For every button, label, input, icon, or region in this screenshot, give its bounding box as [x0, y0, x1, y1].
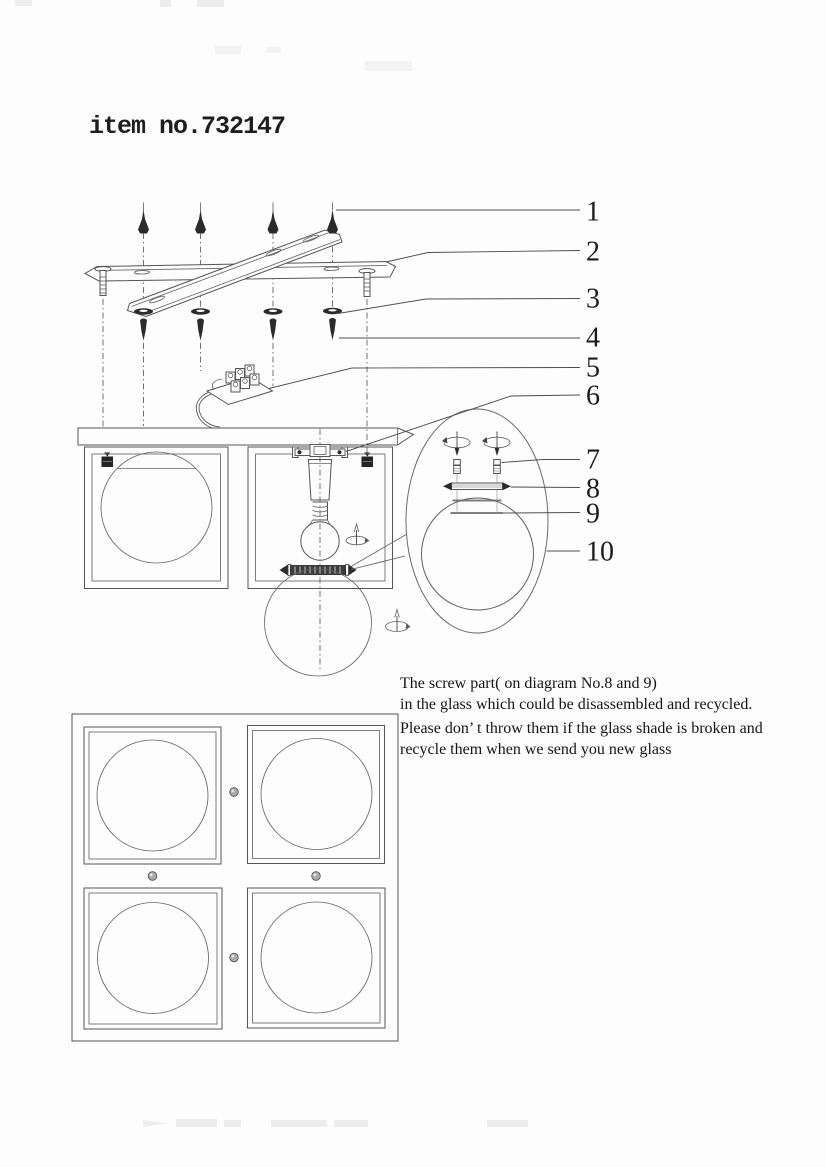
- mounting-clip-left: [102, 453, 114, 468]
- leader-line-9: [503, 513, 580, 514]
- note-line: in the glass which could be disassembled and recycled.: [400, 695, 753, 713]
- recycle-note: [400, 674, 810, 760]
- terminal-block: [198, 365, 273, 428]
- note-line: Please don’ t throw them if the glass shade is broken and: [400, 720, 763, 737]
- wall-plug: [195, 203, 206, 234]
- washer: [191, 308, 210, 314]
- shade-frame-left: [85, 447, 229, 589]
- detail-retainer-bar: [443, 482, 511, 490]
- shade-cell-bottom-left: [84, 888, 222, 1029]
- page-title: item no.732147: [89, 112, 286, 141]
- screw-dot: [230, 953, 239, 962]
- detail-view: [406, 409, 548, 633]
- wall-plug: [327, 203, 338, 234]
- washer: [264, 308, 283, 314]
- screw-dot: [312, 872, 321, 881]
- leader-line-2: [386, 251, 580, 263]
- screw-dot: [148, 872, 157, 881]
- note-line: The screw part( on diagram No.8 and 9): [400, 675, 657, 692]
- washer: [134, 308, 153, 314]
- part-label-8: 8: [586, 473, 600, 505]
- thumbscrew-lower: [386, 610, 411, 632]
- detail-connector-line: [351, 534, 407, 567]
- part-label-5: 5: [586, 352, 600, 384]
- ceiling-canopy: [78, 428, 414, 445]
- bottom-view: [72, 714, 398, 1041]
- mounting-screw: [140, 319, 147, 341]
- detail-neck-rings: [451, 501, 504, 514]
- note-line: recycle them when we send you new glass: [400, 740, 672, 758]
- leader-line-8: [511, 487, 580, 488]
- part-label-1: 1: [586, 196, 600, 228]
- part-label-9: 9: [586, 498, 600, 530]
- mounting-clip-right: [362, 453, 374, 468]
- shade-cell-bottom-right: [248, 888, 386, 1028]
- hanging-bolt-left: [95, 267, 111, 427]
- mounting-screw: [329, 318, 336, 340]
- leader-line-5: [269, 368, 580, 389]
- part-label-7: 7: [586, 444, 600, 476]
- mounting-screw: [270, 319, 277, 341]
- wall-plug: [268, 203, 279, 234]
- leader-line-7: [502, 460, 581, 463]
- leader-line-3: [338, 299, 580, 314]
- screw-dot: [230, 788, 239, 797]
- part-label-2: 2: [586, 236, 600, 268]
- part-label-3: 3: [586, 283, 600, 315]
- detail-glass-shade: [422, 498, 534, 610]
- part-label-4: 4: [586, 322, 600, 354]
- shade-cell-top-left: [84, 727, 221, 864]
- mounting-screw: [197, 319, 204, 341]
- part-labels: [586, 197, 614, 568]
- glass-shade-right: [265, 569, 372, 676]
- hanging-bolt-right: [359, 269, 375, 297]
- part-label-6: 6: [586, 380, 600, 412]
- detail-view-ellipse: [406, 409, 548, 633]
- wall-plug: [138, 203, 149, 234]
- glass-retainer-bar: [280, 565, 357, 576]
- screw-dots: [148, 788, 320, 962]
- wall-plug-anchors: [138, 203, 338, 234]
- thumbscrew: [346, 524, 370, 545]
- part-label-10: 10: [586, 536, 614, 568]
- detail-connector-line: [351, 556, 405, 570]
- shade-cell-top-right: [248, 726, 385, 864]
- mounting-screws: [140, 318, 336, 341]
